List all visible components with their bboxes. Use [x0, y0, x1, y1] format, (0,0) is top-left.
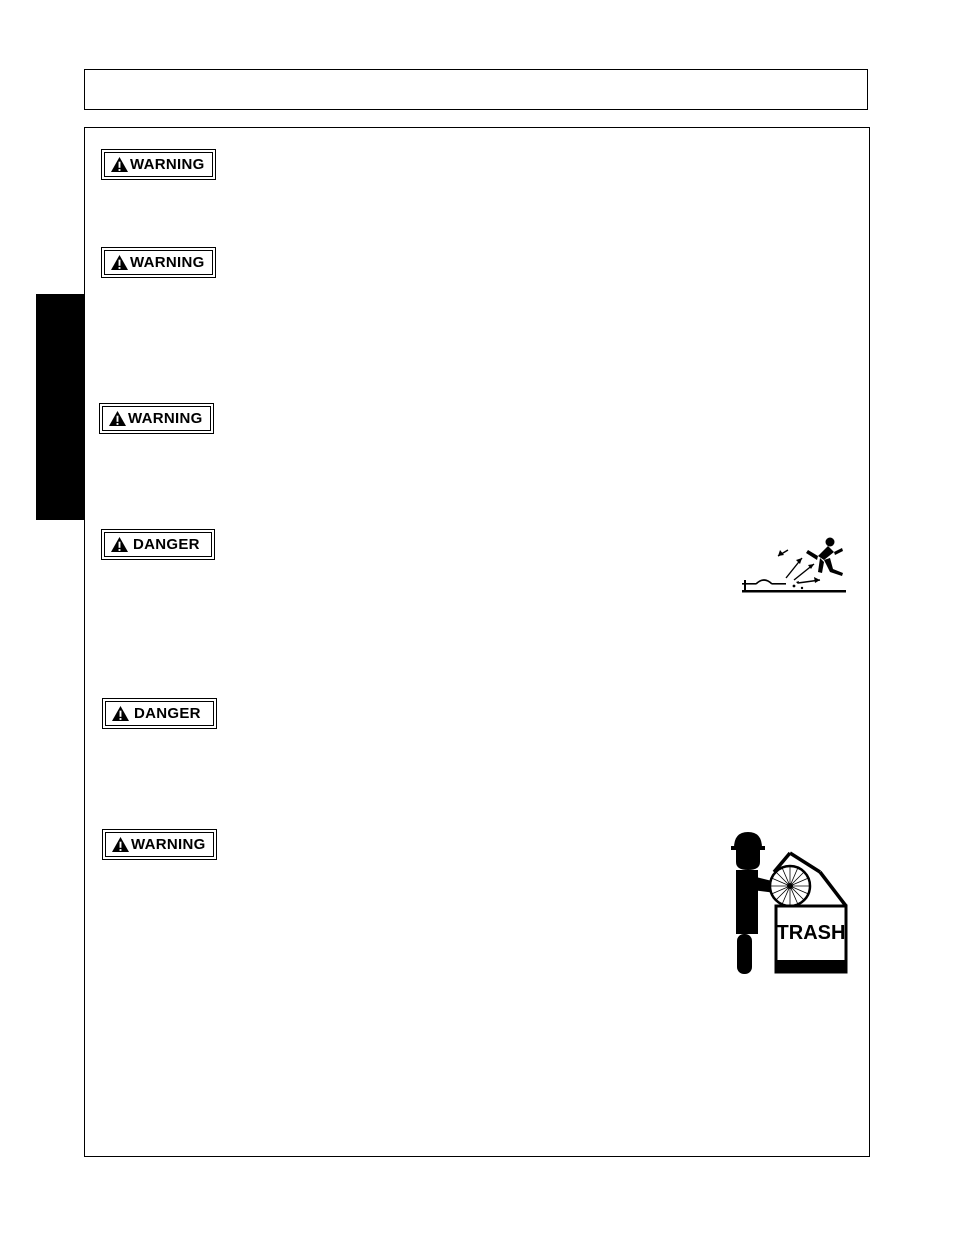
warning-triangle-icon	[110, 536, 129, 553]
signal-word-label: DANGER	[133, 536, 200, 553]
warning-badge	[101, 247, 216, 278]
warning-triangle-icon	[110, 254, 129, 271]
warning-badge	[99, 403, 214, 434]
signal-word-label: WARNING	[128, 410, 203, 427]
warning-triangle-icon	[108, 410, 127, 427]
blade-disposal-icon	[722, 828, 850, 976]
safety-content-box	[84, 127, 870, 1157]
warning-badge	[102, 829, 217, 860]
signal-word-label: WARNING	[131, 836, 206, 853]
danger-badge	[102, 698, 217, 729]
warning-badge	[101, 149, 216, 180]
signal-word-label: WARNING	[130, 156, 205, 173]
danger-badge	[101, 529, 215, 560]
signal-word-label: DANGER	[134, 705, 201, 722]
signal-word-label: WARNING	[130, 254, 205, 271]
trash-bin-label: TRASH	[776, 922, 846, 944]
warning-triangle-icon	[110, 156, 129, 173]
section-side-tab	[36, 294, 84, 520]
page-header-box	[84, 69, 868, 110]
warning-triangle-icon	[111, 705, 130, 722]
warning-triangle-icon	[111, 836, 130, 853]
thrown-object-hazard-icon	[738, 536, 848, 598]
